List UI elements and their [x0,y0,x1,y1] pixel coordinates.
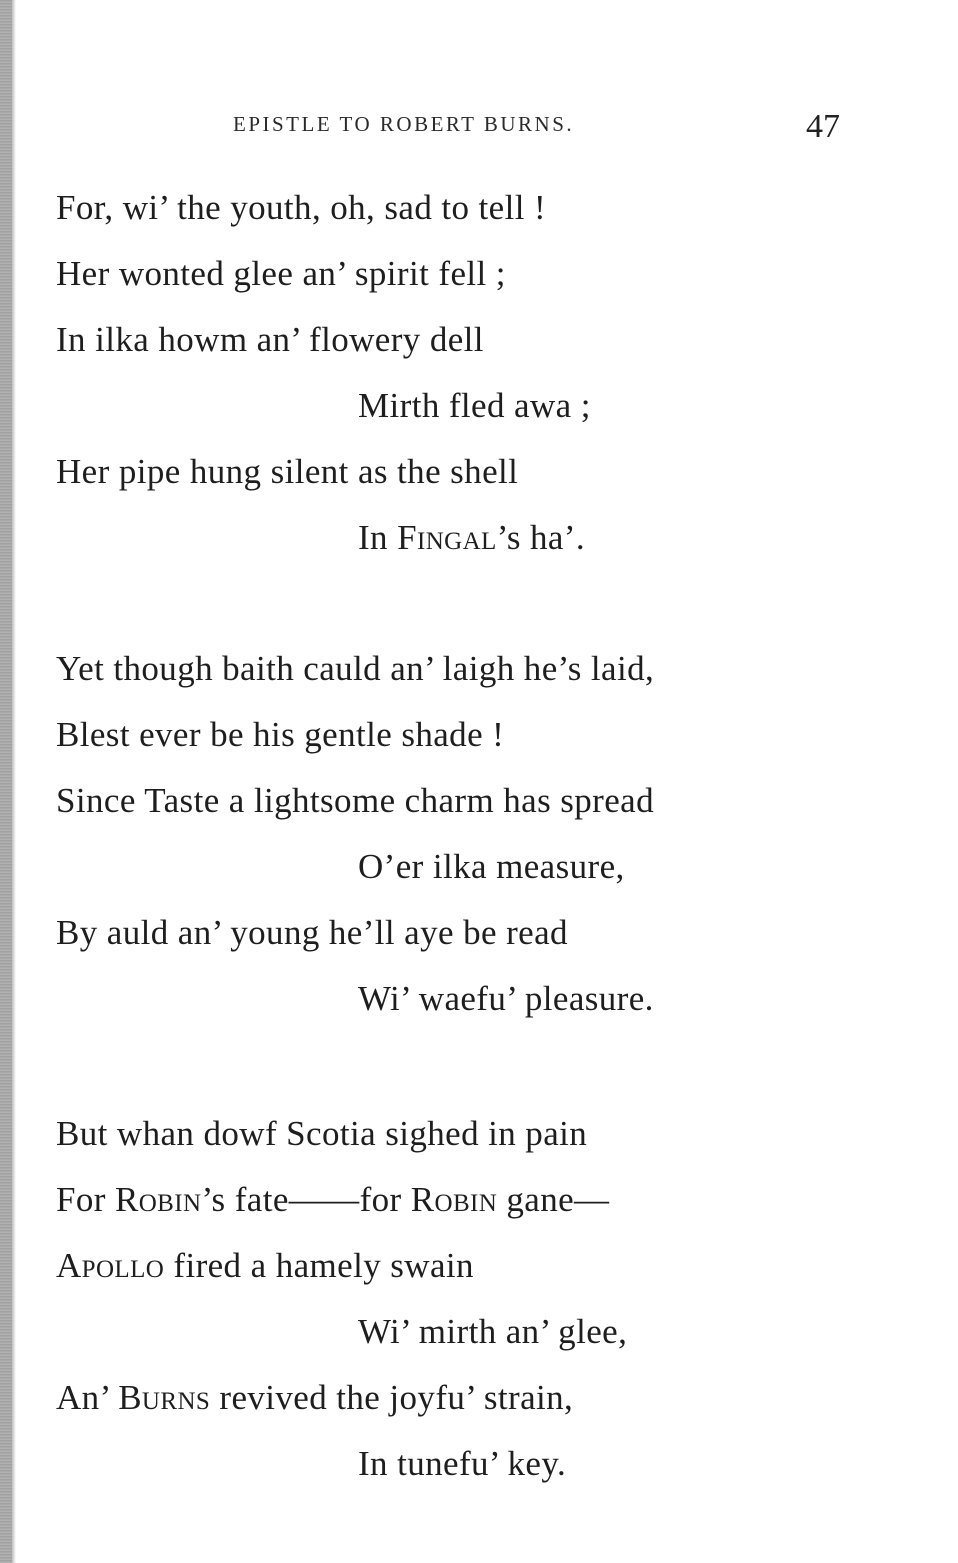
verse-text: For [56,1180,115,1219]
proper-name: Robin [410,1180,498,1219]
verse-line-indented: In tunefu’ key. [358,1444,567,1483]
running-head: EPISTLE TO ROBERT BURNS. [233,112,575,136]
verse-text: In [358,518,398,557]
verse-line: In ilka howm an’ flowery dell [56,320,484,359]
stanza-2 [56,636,916,1032]
verse-text: revived the joyfu’ strain, [210,1378,574,1417]
verse-line: Since Taste a lightsome charm has spread [56,781,655,820]
verse-line: Her pipe hung silent as the shell [56,452,519,491]
verse-line: By auld an’ young he’ll aye be read [56,913,568,952]
proper-name: Apollo [56,1246,165,1285]
verse-text: fired a hamely swain [164,1246,474,1285]
verse-line-indented: Wi’ mirth an’ glee, [358,1312,628,1351]
page-number: 47 [806,108,840,145]
verse-text: An’ [56,1378,119,1417]
verse-line [56,1233,916,1299]
proper-name: Fingal [397,518,497,557]
verse-line: Her wonted glee an’ spirit fell ; [56,254,506,293]
verse-line: Yet though baith cauld an’ laigh he’s laid, [56,649,655,688]
verse-line-indented: Mirth fled awa ; [358,386,591,425]
proper-name: Burns [118,1378,211,1417]
verse-line: Blest ever be his gentle shade ! [56,715,505,754]
verse-line: But whan dowf Scotia sighed in pain [56,1114,588,1153]
proper-name: Robin [114,1180,202,1219]
verse-line [56,1167,916,1233]
stanza-1 [56,175,916,571]
verse-line-indented: Wi’ waefu’ pleasure. [358,979,654,1018]
verse-line-indented [56,505,916,571]
verse-line-indented: O’er ilka measure, [358,847,625,886]
stanza-3 [56,1101,916,1497]
verse-text: ’s fate——for [201,1180,411,1219]
verse-line [56,1365,916,1431]
verse-line: For, wi’ the youth, oh, sad to tell ! [56,188,547,227]
verse-text: gane— [497,1180,610,1219]
verse-text: ’s ha’. [496,518,586,557]
